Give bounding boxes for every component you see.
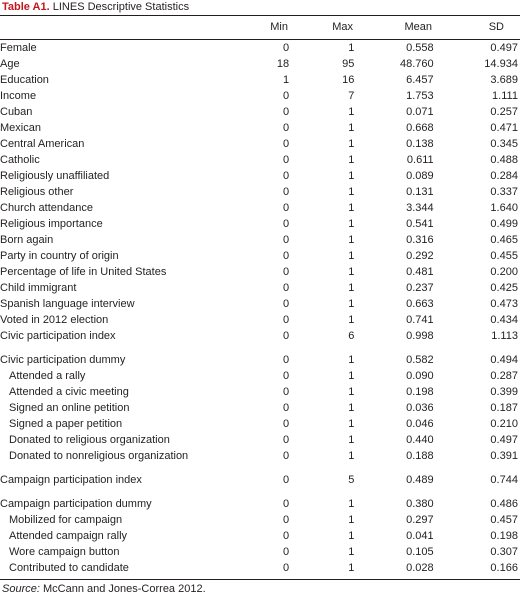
cell-max: 16 bbox=[342, 74, 355, 86]
cell-max: 1 bbox=[348, 450, 355, 462]
statistics-table bbox=[0, 40, 520, 576]
cell-max: 1 bbox=[348, 234, 355, 246]
cell-max: 7 bbox=[348, 90, 355, 102]
table-row bbox=[0, 152, 520, 168]
cell-sd: 0.455 bbox=[490, 250, 518, 262]
cell-min: 0 bbox=[282, 282, 290, 294]
table-row bbox=[0, 88, 520, 104]
row-label: Signed a paper petition bbox=[9, 418, 123, 430]
cell-min: 0 bbox=[282, 186, 290, 198]
cell-mean: 0.663 bbox=[406, 298, 434, 310]
row-label: Education bbox=[0, 74, 49, 86]
cell-sd: 0.166 bbox=[490, 562, 518, 574]
cell-sd: 0.499 bbox=[490, 218, 518, 230]
cell-min: 0 bbox=[282, 106, 290, 118]
cell-max: 1 bbox=[348, 546, 355, 558]
cell-mean: 0.089 bbox=[406, 170, 434, 182]
col-header-mean: Mean bbox=[404, 21, 432, 33]
row-spacer bbox=[0, 344, 520, 352]
cell-sd: 14.934 bbox=[484, 58, 518, 70]
table-row bbox=[0, 232, 520, 248]
cell-mean: 0.028 bbox=[406, 562, 434, 574]
table-row bbox=[0, 328, 520, 344]
cell-min: 0 bbox=[282, 498, 290, 510]
cell-min: 0 bbox=[282, 330, 290, 342]
table-row bbox=[0, 384, 520, 400]
cell-max: 1 bbox=[348, 370, 355, 382]
col-header-sd: SD bbox=[488, 21, 504, 33]
cell-mean: 0.541 bbox=[406, 218, 434, 230]
table-row bbox=[0, 248, 520, 264]
row-label: Female bbox=[0, 42, 37, 54]
row-label: Donated to religious organization bbox=[9, 434, 170, 446]
cell-max: 1 bbox=[348, 266, 355, 278]
cell-min: 0 bbox=[282, 122, 290, 134]
cell-max: 1 bbox=[348, 154, 355, 166]
cell-max: 1 bbox=[348, 186, 355, 198]
cell-sd: 0.200 bbox=[490, 266, 518, 278]
cell-mean: 0.105 bbox=[406, 546, 434, 558]
cell-min: 0 bbox=[282, 418, 290, 430]
table-row bbox=[0, 544, 520, 560]
cell-mean: 0.741 bbox=[406, 314, 434, 326]
cell-sd: 1.111 bbox=[492, 90, 518, 102]
cell-sd: 0.425 bbox=[490, 282, 518, 294]
cell-min: 0 bbox=[282, 546, 290, 558]
row-label: Attended a civic meeting bbox=[9, 386, 129, 398]
table-row bbox=[0, 416, 520, 432]
row-label: Mobilized for campaign bbox=[9, 514, 123, 526]
cell-min: 0 bbox=[282, 234, 290, 246]
table-row bbox=[0, 312, 520, 328]
table-row bbox=[0, 136, 520, 152]
table-row bbox=[0, 296, 520, 312]
cell-min: 0 bbox=[282, 138, 290, 150]
table-row bbox=[0, 184, 520, 200]
cell-mean: 0.071 bbox=[406, 106, 434, 118]
table-row bbox=[0, 72, 520, 88]
table-row bbox=[0, 528, 520, 544]
table-row bbox=[0, 472, 520, 488]
row-label: Mexican bbox=[0, 122, 41, 134]
cell-min: 0 bbox=[282, 354, 290, 366]
cell-mean: 0.998 bbox=[406, 330, 434, 342]
cell-max: 95 bbox=[342, 58, 355, 70]
bottom-rule bbox=[0, 579, 520, 580]
table-row bbox=[0, 432, 520, 448]
cell-mean: 0.558 bbox=[406, 42, 434, 54]
row-label: Religious other bbox=[0, 186, 74, 198]
col-header-min: Min bbox=[270, 21, 288, 33]
cell-max: 1 bbox=[348, 250, 355, 262]
cell-mean: 1.753 bbox=[406, 90, 434, 102]
cell-mean: 0.237 bbox=[406, 282, 434, 294]
table-row bbox=[0, 352, 520, 368]
cell-sd: 0.210 bbox=[490, 418, 518, 430]
cell-mean: 6.457 bbox=[406, 74, 434, 86]
table-row bbox=[0, 368, 520, 384]
row-label: Child immigrant bbox=[0, 282, 77, 294]
cell-mean: 0.611 bbox=[406, 154, 434, 166]
table-row bbox=[0, 496, 520, 512]
row-label: Contributed to candidate bbox=[9, 562, 129, 574]
cell-mean: 0.297 bbox=[406, 514, 434, 526]
cell-max: 1 bbox=[348, 354, 355, 366]
row-label: Campaign participation index bbox=[0, 474, 142, 486]
cell-min: 0 bbox=[282, 314, 290, 326]
cell-sd: 0.471 bbox=[490, 122, 518, 134]
cell-mean: 0.316 bbox=[406, 234, 434, 246]
cell-max: 1 bbox=[348, 106, 355, 118]
cell-sd: 0.399 bbox=[490, 386, 518, 398]
table-row bbox=[0, 104, 520, 120]
cell-max: 1 bbox=[348, 138, 355, 150]
cell-sd: 0.307 bbox=[490, 546, 518, 558]
cell-min: 0 bbox=[282, 42, 290, 54]
table-caption bbox=[2, 0, 189, 14]
source-text: McCann and Jones-Correa 2012. bbox=[42, 583, 206, 595]
table-row bbox=[0, 40, 520, 56]
row-label: Cuban bbox=[0, 106, 33, 118]
cell-sd: 0.465 bbox=[490, 234, 518, 246]
cell-min: 0 bbox=[282, 450, 290, 462]
cell-mean: 0.440 bbox=[406, 434, 434, 446]
cell-max: 1 bbox=[348, 386, 355, 398]
cell-sd: 1.113 bbox=[491, 330, 518, 342]
table-row bbox=[0, 168, 520, 184]
row-label: Civic participation index bbox=[0, 330, 116, 342]
cell-mean: 0.041 bbox=[406, 530, 434, 542]
row-spacer-cell bbox=[0, 464, 520, 472]
cell-min: 0 bbox=[282, 298, 290, 310]
cell-min: 0 bbox=[282, 90, 290, 102]
cell-sd: 1.640 bbox=[490, 202, 518, 214]
cell-min: 0 bbox=[282, 202, 290, 214]
row-label: Attended campaign rally bbox=[9, 530, 128, 542]
row-label: Signed an online petition bbox=[9, 402, 130, 414]
table-row bbox=[0, 512, 520, 528]
cell-mean: 48.760 bbox=[399, 58, 434, 70]
cell-sd: 0.486 bbox=[490, 498, 518, 510]
table-row bbox=[0, 264, 520, 280]
cell-mean: 0.090 bbox=[406, 370, 434, 382]
row-label: Donated to nonreligious organization bbox=[9, 450, 189, 462]
row-label: Campaign participation dummy bbox=[0, 498, 152, 510]
cell-sd: 0.287 bbox=[490, 370, 518, 382]
cell-mean: 0.198 bbox=[406, 386, 434, 398]
table-row bbox=[0, 448, 520, 464]
cell-sd: 0.473 bbox=[490, 298, 518, 310]
cell-sd: 0.434 bbox=[490, 314, 518, 326]
cell-sd: 0.257 bbox=[490, 106, 518, 118]
cell-min: 0 bbox=[282, 402, 290, 414]
row-label: Catholic bbox=[0, 154, 40, 166]
cell-max: 1 bbox=[348, 122, 355, 134]
cell-max: 6 bbox=[348, 330, 355, 342]
cell-mean: 3.344 bbox=[406, 202, 434, 214]
cell-min: 18 bbox=[276, 58, 290, 70]
cell-sd: 0.497 bbox=[490, 42, 518, 54]
table-row bbox=[0, 560, 520, 576]
row-label: Religiously unaffiliated bbox=[0, 170, 110, 182]
row-label: Percentage of life in United States bbox=[0, 266, 167, 278]
cell-max: 1 bbox=[348, 202, 355, 214]
table-row bbox=[0, 400, 520, 416]
row-label: Age bbox=[0, 58, 20, 70]
cell-mean: 0.489 bbox=[406, 474, 434, 486]
row-label: Party in country of origin bbox=[0, 250, 119, 262]
cell-max: 1 bbox=[348, 314, 355, 326]
cell-sd: 0.494 bbox=[490, 354, 518, 366]
cell-min: 0 bbox=[282, 514, 290, 526]
cell-sd: 0.744 bbox=[490, 474, 518, 486]
source-note bbox=[2, 582, 206, 596]
cell-mean: 0.131 bbox=[406, 186, 434, 198]
cell-mean: 0.188 bbox=[406, 450, 434, 462]
cell-min: 0 bbox=[282, 218, 290, 230]
cell-min: 0 bbox=[282, 530, 290, 542]
table-title: LINES Descriptive Statistics bbox=[52, 1, 190, 13]
col-header-max: Max bbox=[332, 21, 353, 33]
cell-mean: 0.036 bbox=[406, 402, 434, 414]
cell-min: 0 bbox=[282, 386, 290, 398]
table-row bbox=[0, 120, 520, 136]
cell-sd: 0.488 bbox=[490, 154, 518, 166]
cell-max: 1 bbox=[348, 514, 355, 526]
cell-min: 1 bbox=[282, 74, 290, 86]
row-label: Attended a rally bbox=[9, 370, 86, 382]
row-label: Religious importance bbox=[0, 218, 103, 230]
cell-max: 5 bbox=[348, 474, 355, 486]
row-label: Wore campaign button bbox=[9, 546, 120, 558]
table-number: Table A1. bbox=[2, 1, 50, 13]
cell-mean: 0.380 bbox=[406, 498, 434, 510]
cell-min: 0 bbox=[282, 474, 290, 486]
cell-max: 1 bbox=[348, 498, 355, 510]
row-label: Civic participation dummy bbox=[0, 354, 126, 366]
cell-mean: 0.292 bbox=[406, 250, 434, 262]
cell-max: 1 bbox=[348, 42, 355, 54]
cell-max: 1 bbox=[348, 418, 355, 430]
cell-max: 1 bbox=[348, 170, 355, 182]
cell-min: 0 bbox=[282, 370, 290, 382]
cell-sd: 0.457 bbox=[490, 514, 518, 526]
cell-min: 0 bbox=[282, 154, 290, 166]
cell-mean: 0.138 bbox=[406, 138, 434, 150]
cell-max: 1 bbox=[348, 218, 355, 230]
cell-mean: 0.046 bbox=[406, 418, 434, 430]
row-spacer bbox=[0, 488, 520, 496]
cell-mean: 0.668 bbox=[406, 122, 434, 134]
cell-sd: 3.689 bbox=[490, 74, 518, 86]
source-label: Source: bbox=[2, 583, 40, 595]
cell-max: 1 bbox=[348, 298, 355, 310]
row-label: Born again bbox=[0, 234, 54, 246]
table-row bbox=[0, 56, 520, 72]
cell-sd: 0.337 bbox=[490, 186, 518, 198]
cell-min: 0 bbox=[282, 250, 290, 262]
cell-sd: 0.284 bbox=[490, 170, 518, 182]
table-row bbox=[0, 200, 520, 216]
cell-max: 1 bbox=[348, 434, 355, 446]
row-spacer-cell bbox=[0, 344, 520, 352]
cell-mean: 0.481 bbox=[406, 266, 434, 278]
table-row bbox=[0, 280, 520, 296]
cell-min: 0 bbox=[282, 170, 290, 182]
cell-sd: 0.198 bbox=[490, 530, 518, 542]
table-row bbox=[0, 216, 520, 232]
cell-min: 0 bbox=[282, 434, 290, 446]
row-spacer bbox=[0, 464, 520, 472]
row-label: Income bbox=[0, 90, 37, 102]
row-spacer-cell bbox=[0, 488, 520, 496]
cell-mean: 0.582 bbox=[406, 354, 434, 366]
row-label: Voted in 2012 election bbox=[0, 314, 109, 326]
top-rule bbox=[0, 15, 520, 16]
cell-sd: 0.391 bbox=[490, 450, 518, 462]
cell-min: 0 bbox=[282, 562, 290, 574]
row-label: Central American bbox=[0, 138, 85, 150]
cell-sd: 0.345 bbox=[490, 138, 518, 150]
cell-sd: 0.497 bbox=[490, 434, 518, 446]
row-label: Church attendance bbox=[0, 202, 93, 214]
cell-max: 1 bbox=[348, 562, 355, 574]
row-label: Spanish language interview bbox=[0, 298, 135, 310]
cell-min: 0 bbox=[282, 266, 290, 278]
cell-max: 1 bbox=[348, 530, 355, 542]
cell-max: 1 bbox=[348, 402, 355, 414]
cell-max: 1 bbox=[348, 282, 355, 294]
cell-sd: 0.187 bbox=[490, 402, 518, 414]
